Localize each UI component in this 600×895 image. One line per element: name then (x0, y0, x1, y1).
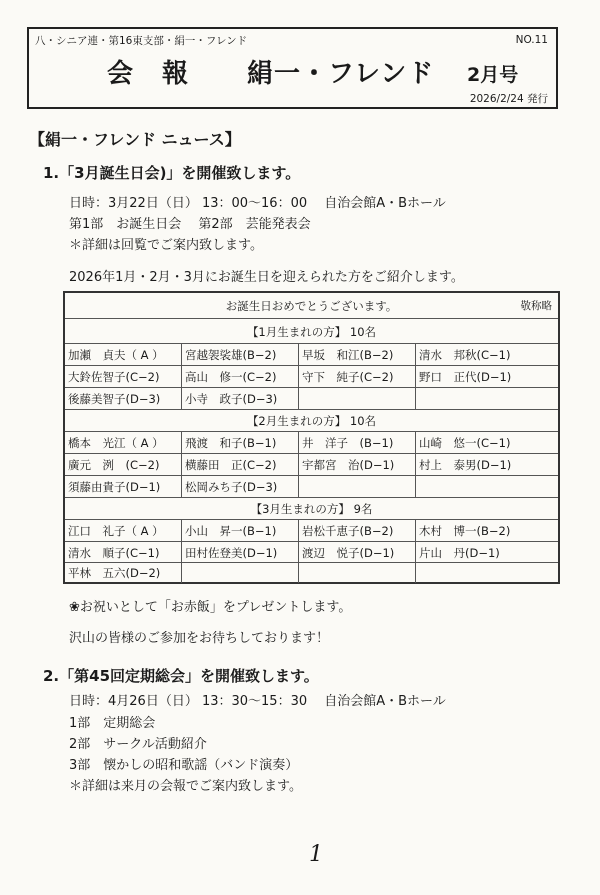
name-cell: 江口 礼子（ A ） (68, 524, 164, 538)
month-header-feb (65, 409, 558, 432)
name-cell: 片山 丹(D−1) (415, 542, 558, 563)
name-cell: 小山 昇一(B−1) (181, 520, 298, 542)
table-row (65, 562, 558, 583)
name-cell (415, 388, 558, 410)
name-cell: 守下 純子(C−2) (298, 366, 415, 388)
name-cell: 大鈴佐智子(C−2) (68, 370, 160, 384)
table-row (65, 343, 558, 366)
item2-datetime: 日時：4月26日（日） 13：30～15：30 自治会館A・Bホール (69, 694, 446, 709)
name-cell: 野口 正代(D−1) (415, 366, 558, 388)
table-row (65, 387, 558, 410)
name-cell: 井 洋子 (B−1) (298, 432, 415, 454)
birthday-intro: 2026年1月・2月・3月にお誕生日を迎えられた方をご紹介します。 (69, 270, 464, 285)
table-row (65, 365, 558, 388)
table-row (65, 431, 558, 454)
name-cell (298, 563, 415, 583)
month-label: 【1月生まれの方】 10名 (246, 324, 377, 339)
table-row (65, 541, 558, 563)
name-cell: 廣元 洌 (C−2) (68, 458, 160, 472)
name-cell: 橋本 光江（ A ） (68, 436, 164, 450)
item2-part1: 1部 定期総会 (69, 716, 156, 731)
birthday-table (63, 291, 560, 584)
table-row (65, 453, 558, 476)
name-cell (415, 563, 558, 583)
name-cell (415, 476, 558, 498)
issue-month: 2月号 (467, 64, 519, 86)
page-number: 1 (309, 842, 323, 867)
name-cell: 田村佐登美(D−1) (181, 542, 298, 563)
item2-part2: 2部 サークル活動紹介 (69, 737, 207, 752)
name-cell: 平林 五六(D−2) (68, 566, 161, 580)
name-cell (181, 563, 298, 583)
name-cell: 宮越袈裟雄(B−2) (181, 344, 298, 366)
present-note: ❀お祝いとして「お赤飯」をプレゼントします。 (69, 600, 352, 615)
item1-program: 第1部 お誕生日会 第2部 芸能発表会 (69, 217, 311, 232)
greeting-text: お誕生日おめでとうございます。 (225, 298, 398, 313)
organization-name: 八・シニア連・第16東支部・絹一・フレンド (35, 35, 248, 47)
item1-note: ＊詳細は回覧でご案内致します。 (69, 238, 263, 253)
name-cell: 山崎 悠一(C−1) (415, 432, 558, 454)
item1-datetime: 日時：3月22日（日） 13：00～16：00 自治会館A・Bホール (69, 196, 446, 211)
name-cell: 宇都宮 治(D−1) (298, 454, 415, 476)
name-cell: 後藤美智子(D−3) (68, 392, 161, 406)
item2-heading: 2.「第45回定期総会」を開催致します。 (43, 667, 319, 685)
name-cell: 高山 修一(C−2) (181, 366, 298, 388)
name-cell: 岩松千恵子(B−2) (298, 520, 415, 542)
newsletter-title: 会 報 (107, 59, 199, 89)
name-cell (298, 476, 415, 498)
name-cell: 飛渡 和子(B−1) (181, 432, 298, 454)
name-cell: 村上 泰男(D−1) (415, 454, 558, 476)
name-cell: 木村 博一(B−2) (415, 520, 558, 542)
name-cell: 早坂 和江(B−2) (298, 344, 415, 366)
table-row (65, 519, 558, 542)
table-row (65, 475, 558, 498)
section-title: 【絹一・フレンド ニュース】 (29, 130, 241, 149)
name-cell: 加瀬 貞夫（ A ） (68, 348, 164, 362)
issue-number: NO.11 (515, 34, 548, 46)
item2-part3: 3部 懐かしの昭和歌謡（バンド演奏） (69, 758, 299, 773)
name-cell: 松岡みち子(D−3) (181, 476, 298, 498)
club-name: 絹一・フレンド (247, 59, 435, 89)
name-cell: 横藤田 正(C−2) (181, 454, 298, 476)
item1-heading: 1.「3月誕生日会)」を開催致します。 (43, 164, 301, 182)
month-label: 【2月生まれの方】 10名 (246, 414, 377, 428)
table-greeting-row (65, 293, 558, 318)
newsletter-header (27, 27, 558, 109)
name-cell: 小寺 政子(D−3) (181, 388, 298, 410)
name-cell: 須藤由貴子(D−1) (68, 480, 161, 494)
name-cell: 渡辺 悦子(D−1) (298, 542, 415, 563)
name-cell: 清水 順子(C−1) (68, 545, 160, 560)
item2-note: ＊詳細は来月の会報でご案内致します。 (69, 779, 302, 794)
month-label: 【3月生まれの方】 9名 (250, 502, 373, 516)
month-header-jan (65, 318, 558, 344)
name-cell (298, 388, 415, 410)
honorific-note: 敬称略 (520, 300, 552, 312)
invite-note: 沢山の皆様のご参加をお待ちしております！ (69, 631, 330, 646)
month-header-mar (65, 497, 558, 520)
name-cell: 清水 邦秋(C−1) (415, 344, 558, 366)
publish-date: 2026/2/24 発行 (469, 93, 548, 105)
